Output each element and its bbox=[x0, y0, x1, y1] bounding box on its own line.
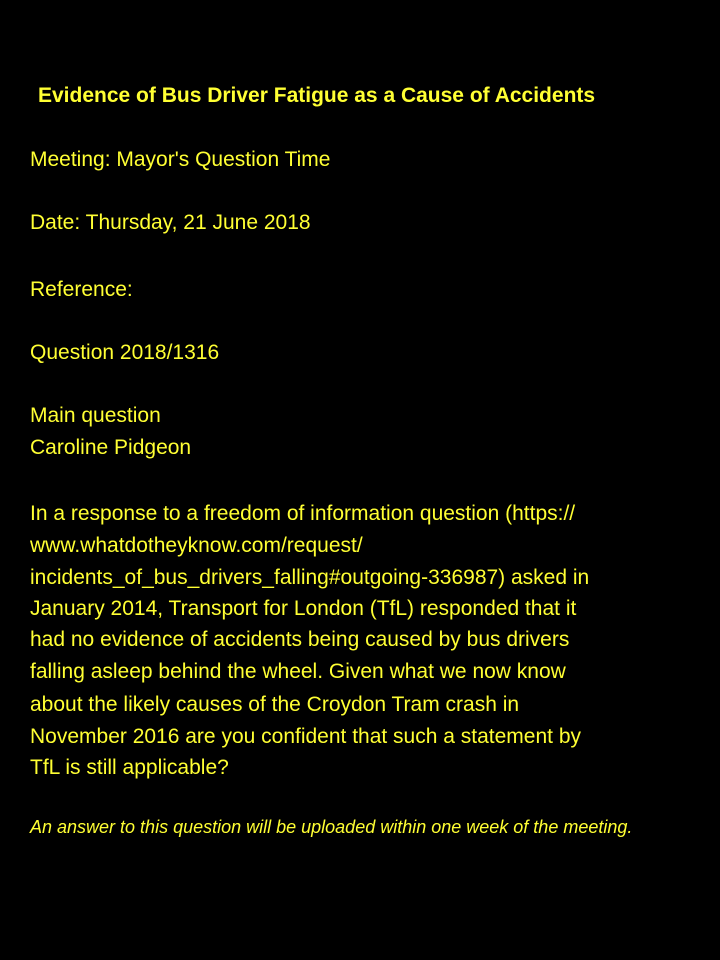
meeting-line: Meeting: Mayor's Question Time bbox=[30, 148, 331, 171]
document-title: Evidence of Bus Driver Fatigue as a Cause of Accidents bbox=[38, 84, 596, 107]
question-text-line: www.whatdotheyknow.com/request/ bbox=[30, 534, 363, 557]
question-text-line: TfL is still applicable? bbox=[30, 756, 229, 779]
question-text-line: falling asleep behind the wheel. Given what we now know bbox=[30, 660, 566, 683]
answer-notice: An answer to this question will be uploaded within one week of the meeting. bbox=[30, 817, 633, 837]
question-type: Main question bbox=[30, 404, 161, 427]
date-line: Date: Thursday, 21 June 2018 bbox=[30, 211, 311, 234]
question-text-line: In a response to a freedom of information question (https:// bbox=[30, 502, 576, 525]
asker-name: Caroline Pidgeon bbox=[30, 436, 192, 459]
question-number: Question 2018/1316 bbox=[30, 341, 220, 364]
question-text-line: had no evidence of accidents being caused by bus drivers bbox=[30, 628, 570, 651]
reference-label: Reference: bbox=[30, 278, 133, 301]
question-text-line: January 2014, Transport for London (TfL) responded that it bbox=[30, 597, 577, 620]
question-text-line: November 2016 are you confident that such a statement by bbox=[30, 725, 581, 748]
question-text-line: about the likely causes of the Croydon Tram crash in bbox=[30, 693, 520, 716]
question-text-line: incidents_of_bus_drivers_falling#outgoing-336987) asked in bbox=[30, 566, 590, 589]
